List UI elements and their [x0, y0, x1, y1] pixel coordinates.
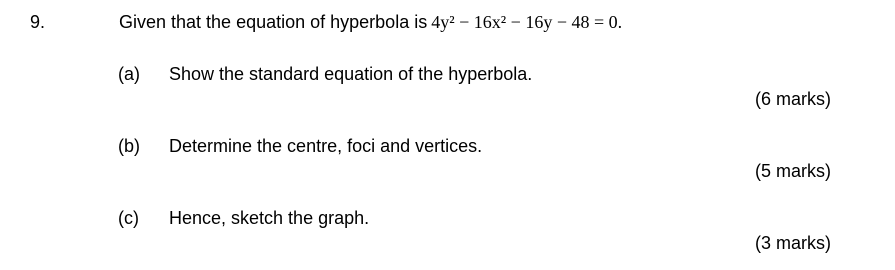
part-a-label: (a)	[118, 64, 140, 84]
part-a-text: Show the standard equation of the hyperbola.	[169, 64, 533, 84]
part-c-label: (c)	[118, 208, 139, 228]
part-a-marks: (6 marks)	[755, 89, 831, 109]
part-b-marks: (5 marks)	[755, 161, 831, 181]
question-stem-text: Given that the equation of hyperbola is	[119, 12, 428, 32]
part-c-text: Hence, sketch the graph.	[169, 208, 370, 228]
part-c-marks: (3 marks)	[755, 233, 831, 253]
question-stem	[119, 11, 622, 33]
hyperbola-equation: 4y² − 16x² − 16y − 48 = 0.	[431, 12, 623, 32]
part-b-label: (b)	[118, 136, 140, 156]
question-number: 9.	[30, 12, 46, 32]
part-b-text: Determine the centre, foci and vertices.	[169, 136, 483, 156]
